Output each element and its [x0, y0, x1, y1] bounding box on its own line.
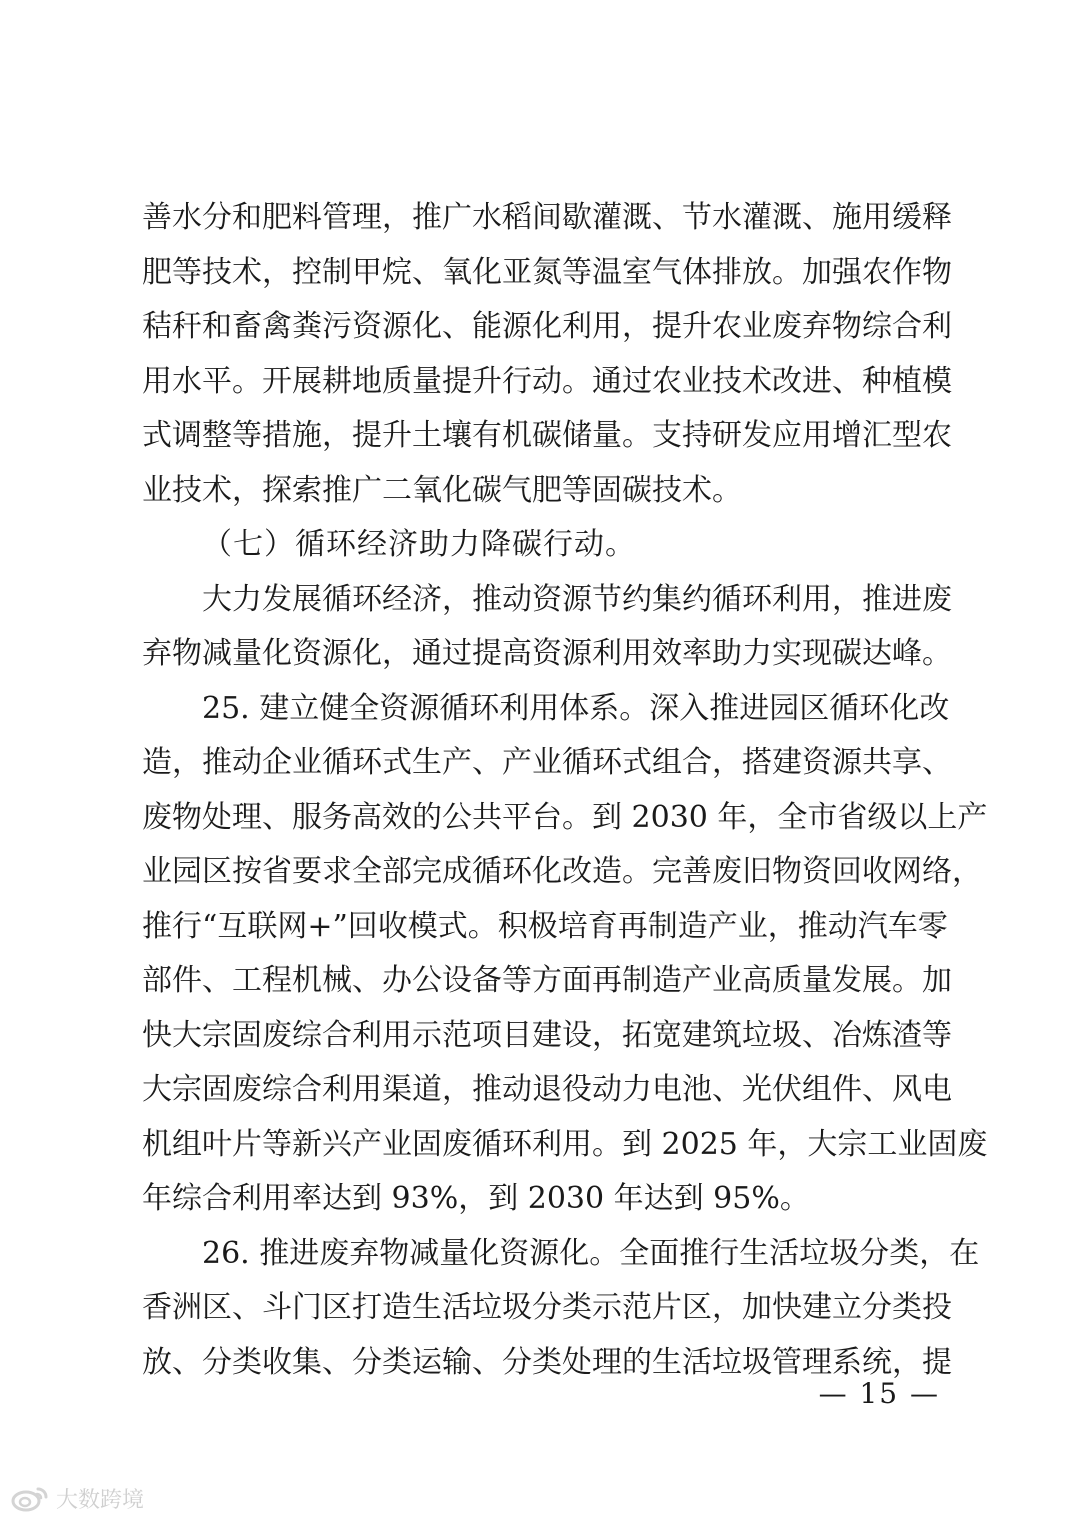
body-text: [142, 191, 988, 1390]
page-number: — 15 —: [818, 1377, 940, 1410]
section-heading: （七）循环经济助力降碳行动。: [202, 527, 636, 562]
text-line: 用水平。开展耕地质量提升行动。通过农业技术改进、种植模: [142, 363, 952, 399]
text-line: 肥等技术，控制甲烷、氧化亚氮等温室气体排放。加强农作物: [142, 254, 952, 290]
text-line: 秸秆和畜禽粪污资源化、能源化利用，提升农业废弃物综合利: [142, 309, 952, 344]
text-line: 香洲区、斗门区打造生活垃圾分类示范片区，加快建立分类投: [142, 1290, 952, 1325]
text-line: 快大宗固废综合利用示范项目建设，拓宽建筑垃圾、冶炼渣等: [142, 1017, 952, 1053]
text-line: 26. 推进废弃物减量化资源化。全面推行生活垃圾分类，在: [202, 1235, 980, 1271]
text-line: 造，推动企业循环式生产、产业循环式组合，搭建资源共享、: [142, 745, 952, 780]
text-line: 大力发展循环经济，推动资源节约集约循环利用，推进废: [202, 581, 952, 617]
text-line: 部件、工程机械、办公设备等方面再制造产业高质量发展。加: [142, 963, 952, 998]
text-line: 推行“互联网+”回收模式。积极培育再制造产业，推动汽车零: [142, 908, 948, 944]
text-line: 25. 建立健全资源循环利用体系。深入推进园区循环化改: [202, 690, 950, 726]
text-line: 废物处理、服务高效的公共平台。到 2030 年，全市省级以上产: [142, 799, 988, 835]
watermark-text: 大数跨境: [56, 1487, 145, 1513]
text-line: 善水分和肥料管理，推广水稻间歇灌溉、节水灌溉、施用缓释: [142, 200, 952, 235]
watermark: [10, 1478, 144, 1518]
text-line: 业园区按省要求全部完成循环化改造。完善废旧物资回收网络，: [142, 854, 982, 889]
text-line: 机组叶片等新兴产业固废循环利用。到 2025 年，大宗工业固废: [142, 1126, 988, 1162]
text-line: 式调整等措施，提升土壤有机碳储量。支持研发应用增汇型农: [142, 418, 952, 453]
text-line: 放、分类收集、分类运输、分类处理的生活垃圾管理系统，提: [142, 1344, 952, 1380]
text-line: 年综合利用率达到 93%，到 2030 年达到 95%。: [142, 1181, 810, 1216]
weibo-logo-icon: [10, 1483, 50, 1513]
text-line: 业技术，探索推广二氧化碳气肥等固碳技术。: [142, 472, 742, 508]
text-line: 大宗固废综合利用渠道，推动退役动力电池、光伏组件、风电: [142, 1072, 952, 1107]
text-line: 弃物减量化资源化，通过提高资源利用效率助力实现碳达峰。: [142, 636, 952, 671]
